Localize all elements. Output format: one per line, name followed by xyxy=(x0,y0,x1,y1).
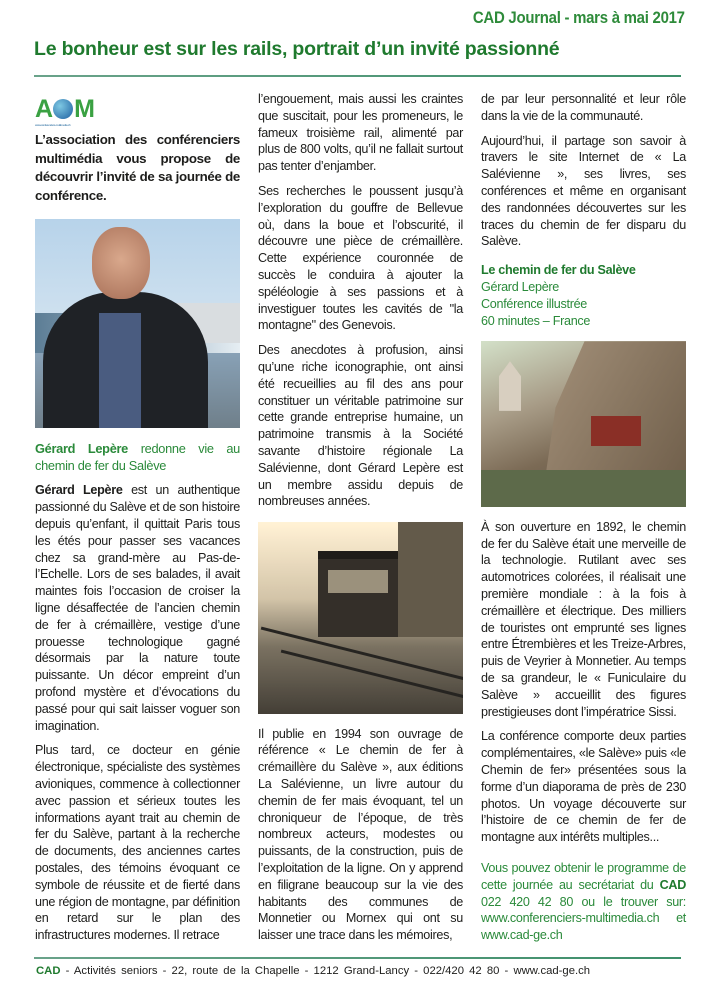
person-name: Gérard Lepère xyxy=(35,483,123,498)
paragraph-text: est un authentique passionné du Salève et de son histoire depuis qu’enfant, il quittait Paris tous les étés pour passer ses vacances chez sa grand-mère au Pas-de-l’Echelle. Lors de ses balades, il avait maintes fois l’occasion de croiser la ligne désaffectée de l’ancien chemin de fer à crémaillère, vestige d’une prouesse technologique gagné désormais par la nature toute puissante. Un décor empreint d’un profond mystère et d’évocations du passé pour qui sait laisser voguer son imagination. xyxy=(35,483,240,733)
railway-photo xyxy=(258,522,463,714)
paragraph: de par leur personnalité et leur rôle dans la vie de la communauté. xyxy=(481,92,686,123)
footer-text: - Activités seniors - 22, route de la Chapelle - 1212 Grand-Lancy - 022/420 42 80 - www.cad-ge.ch xyxy=(60,965,591,977)
paragraph xyxy=(35,482,240,734)
footer-divider xyxy=(34,957,681,959)
conference-type: Conférence illustrée xyxy=(481,296,588,311)
logo-url: www.conferenciers-multimedia.ch xyxy=(35,123,71,127)
column-1 xyxy=(35,91,240,952)
conference-title: Le chemin de fer du Salève xyxy=(481,263,636,278)
contact-text: Vous pouvez obtenir le programme de cette journée au secrétariat du xyxy=(481,861,686,892)
logo-letter: M xyxy=(74,95,94,123)
caption-name: Gérard Lepère xyxy=(35,441,129,457)
paragraph: Plus tard, ce docteur en génie électronique, spécialiste des systèmes avioniques, commence à collectionner avec passion et sérieux toutes les informations ayant trait au chemin de fer du Salève, partant à la recherche de documents, des anciennes cartes postales, des témoins évoquant ce symbole de réussite et de fierté dans une région de montagne, par définition en retard sur le plan des infrastructures modernes. Il retrace xyxy=(35,743,240,943)
contact-info xyxy=(481,860,686,944)
cad-label: CAD xyxy=(659,877,686,892)
photo-caption xyxy=(35,440,240,474)
caption-text: redonne vie au chemin de fer du Salève xyxy=(35,441,240,474)
portrait-photo xyxy=(35,219,240,428)
footer-cad: CAD xyxy=(36,965,61,977)
contact-text: 022 420 42 80 ou le trouver sur: www.conferenciers-multimedia.ch et www.cad-ge.ch xyxy=(481,894,686,943)
column-2 xyxy=(258,91,463,952)
globe-icon xyxy=(53,99,73,119)
paragraph: Ses recherches le poussent jusqu’à l’exploration du gouffre de Bellevue où, dans la boue et l’obscurité, il découvre une pièce de crémaillère. Cette expérience couronnée de succès le conduira à ajouter la spéléologie à ses passions et à investiguer toutes les cavités de "la montagne" des Genevois. xyxy=(258,183,463,333)
column-3 xyxy=(481,91,686,952)
paragraph: La conférence comporte deux parties complémentaires, «le Salève» puis «le Chemin de fer» présentées sous la forme d’un diaporama de près de 230 photos. Un voyage découverte sur l’histoire de ce chemin de fer de montagne aux intérêts multiples... xyxy=(481,729,686,845)
journal-header: CAD Journal - mars à mai 2017 xyxy=(473,8,685,27)
paragraph: Des anecdotes à profusion, ainsi qu’une riche iconographie, ont ainsi été recueillies au fil des ans pour constituer un véritable patrimoine sur cette grande entreprise humaine, un patrimoine transmis à la Société savante d’histoire régionale La Salévienne, dont Gérard Lepère est un membre assidu depuis de nombreuses années. xyxy=(258,343,463,509)
page-title: Le bonheur est sur les rails, portrait d’un invité passionné xyxy=(34,38,560,60)
paragraph: Aujourd’hui, il partage son savoir à travers le site Internet de « La Salévienne », ses livres, ses conférences et même en organisant des randonnées découvertes sur les traces du chemin de fer disparu du Salève. xyxy=(481,133,686,249)
paragraph: Il publie en 1994 son ouvrage de référence « Le chemin de fer à crémaillère du Salève », aux éditions La Salévienne, un livre autour du chemin de fer mais évoquant, tel un chroniqueur de l’époque, de très nombreux acteurs, modestes ou puissants, de la construction, puis de l’exploitation de la ligne. On y apprend en filigrane beaucoup sur la vie des habitants des communes de Monnetier ou Mornex qui ont su laisser une trace dans les mémoires, xyxy=(258,726,463,943)
logo-letter: A xyxy=(35,95,53,123)
paragraph: À son ouverture en 1892, le chemin de fer du Salève était une merveille de la technologie. Rutilant avec ses automotrices colorées, il réalisait une première mondiale : à la fois à crémaillère et électrique. Des milliers de touristes ont emprunté ses lignes entre Étrembières et les Treize-Arbres, puis de Veyrier à Monnetier. Au temps de sa grandeur, le « Funiculaire du Salève » accueillit des figures prestigieuses dont l’impératrice Sissi. xyxy=(481,519,686,719)
funicular-postcard-photo xyxy=(481,341,686,507)
conference-author: Gérard Lepère xyxy=(481,279,560,294)
conference-info xyxy=(481,262,686,329)
conference-duration: 60 minutes – France xyxy=(481,313,591,328)
paragraph: l’engouement, mais aussi les craintes que suscitait, pour les promeneurs, le fameux troisième rail, alimenté par plus de 800 volts, qu’il ne fallait surtout pas tenter d’enjamber. xyxy=(258,92,463,174)
acm-logo xyxy=(35,95,240,123)
intro-text: L’association des conférenciers multimédia vous propose de découvrir l’invité de sa journée de conférence. xyxy=(35,132,240,203)
header-divider xyxy=(34,75,681,77)
footer xyxy=(36,965,590,977)
